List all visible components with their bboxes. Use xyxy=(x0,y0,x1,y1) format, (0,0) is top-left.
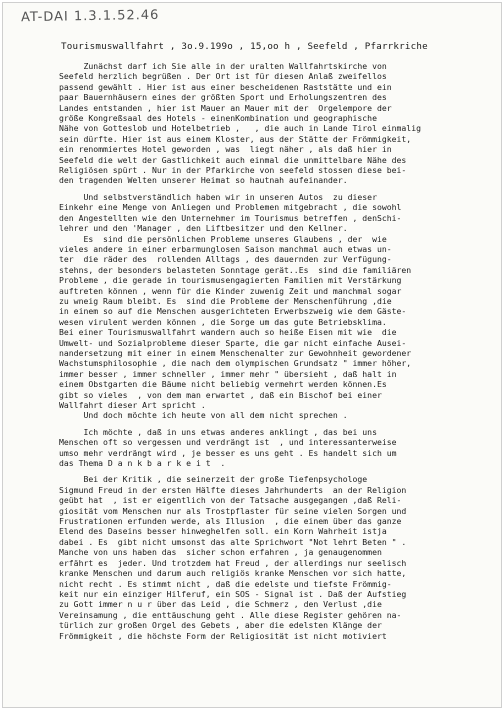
text-line: gibt so vieles , von dem man erwartet , daß ein Bischof bei einer xyxy=(59,389,382,400)
document-body xyxy=(59,61,491,647)
text-line: ein renommiertes Hotel geworden , was liegt näher , als daß hier in xyxy=(59,144,392,155)
text-line: ter die räder des rollenden Alltags , des dauernden zur Verfügung- xyxy=(59,254,392,265)
text-line: Und selbstverständlich haben wir in unseren Autos zu dieser xyxy=(59,191,377,202)
text-line: nandersetzung mit einer in einem Menschenalter zur Gewohnheit gewordener xyxy=(59,347,412,358)
text-line: stehns, der besonders belasteten Sonntage gerät..Es sind die familiären xyxy=(59,264,412,275)
text-line: nicht recht . Es stimmt nicht , daß die edelste und tiefste Frömmig- xyxy=(59,578,392,589)
document-header: Tourismuswallfahrt , 3o.9.199o , 15,oo h , Seefeld , Pfarrkriche xyxy=(61,41,428,52)
text-line: dabei . Es gibt nicht umsonst das alte Sprichwort "Not lehrt Beten " . xyxy=(59,536,407,547)
text-line: den Angestellten wie den Unternehmer im Tourismus betreffen , denSchi- xyxy=(59,212,402,223)
text-line: Es sind die persönlichen Probleme unseres Glaubens , der wie xyxy=(59,233,387,244)
text-line: Landes entstanden , hier ist Mauer an Mauer mit der Orgelempore der xyxy=(59,102,392,113)
text-line: Ich möchte , daß in uns etwas anderes anklingt , das bei uns xyxy=(59,426,377,437)
text-line: auftreten können , wenn für die Kinder zuwenig Zeit und manchmal sogar xyxy=(59,285,402,296)
text-line: einem Obstgarten die Bäume nicht beliebig vermehrt werden können.Es xyxy=(59,379,387,390)
text-line: Bei der Kritik , die seinerzeit der große Tiefenpsychologe xyxy=(59,474,368,485)
text-line: zu wneig Raum bleibt. Es sind die Probleme der Menschenführung ,die xyxy=(59,295,392,306)
text-line: Wallfahrt dieser Art spricht . xyxy=(59,400,206,410)
text-line: vieles andere in einer erbarmunglosen Saison manchmal auch etwas un- xyxy=(59,243,392,254)
text-line: Vereinsamung , die enttäuschung geht . Alle diese Register gehören na- xyxy=(59,609,402,620)
text-line: Einkehr eine Menge von Anliegen und Problemen mitgebracht , die sowohl xyxy=(59,202,402,213)
text-line: keit nur ein einziger Hilferuf, ein SOS - Signal ist . Daß der Aufstieg xyxy=(59,588,407,599)
text-line: Probleme , die gerade in tourismusengagierten Familien mit Verstärkung xyxy=(59,275,402,286)
text-line: Zunächst darf ich Sie alle in der uralten Wallfahrtskirche von xyxy=(59,61,387,71)
text-line: paar Bauernhäusern eines der größten Sport und Erholungszentren des xyxy=(59,92,387,103)
text-line: in einem so auf die Menschen ausgerichteten Erwerbszweig wie dem Gäste- xyxy=(59,306,407,317)
paragraph-freud xyxy=(59,474,491,641)
text-line: Seefeld herzlich begrüßen . Der Ort ist für diesen Anlaß zweifellos xyxy=(59,71,387,82)
text-line: zu Gott immer n u r über das Leid , die Schmerz , den Verlust ,die xyxy=(59,599,382,610)
text-line: Elend des Daseins besser hinweghelfen soll. ein Korn Wahrheit istja xyxy=(59,526,387,537)
text-line: erfährt es jeder. Und trotzdem hat Freud , der allerdings nur seelisch xyxy=(59,557,407,568)
text-line: Manche von uns haben das sicher schon erfahren , ja genaugenommen xyxy=(59,547,382,558)
paragraph-gratitude xyxy=(59,427,491,469)
text-line: Bei einer Tourismuswallfahrt wandern auch so heiße Eisen mit wie die xyxy=(59,327,397,338)
paragraph-concerns xyxy=(59,192,491,421)
text-line: geübt hat , ist er eigentlich von der Tatsache ausgegangen ,daß Reli- xyxy=(59,495,402,506)
text-line: Umwelt- und Sozialprobleme dieser Sparte, die gar nicht einfache Ausei- xyxy=(59,337,407,348)
text-line: größe Kongreßsaal des Hotels - einenKombination und geographische xyxy=(59,113,377,124)
text-line: sein dürfte. Hier ist aus einem Kloster, aus der Stätte der Frömmigkeit, xyxy=(59,133,412,144)
document-page xyxy=(2,2,502,708)
text-line: wesen virulent werden können , die Sorge um das gute Betriebsklima. xyxy=(59,316,387,327)
text-line: kranke Menschen und darum auch religiös kranke Menschen vor sich hatte, xyxy=(59,568,407,579)
text-line: giosität vom Menschen nur als Trostpflaster für seine vielen Sorgen und xyxy=(59,505,407,516)
text-line: Wachstumsphilosophie , die nach dem olympischen Grundsatz " immer höher, xyxy=(59,358,412,369)
text-line: türlich zur großen Orgel des Gebets , aber die edelsten Klänge der xyxy=(59,620,382,631)
text-line: Sigmund Freud in der ersten Hälfte dieses Jahrhunderts an der Religion xyxy=(59,484,407,495)
text-line: Nähe von Gotteslob und Hotelbetrieb , , die auch in Lande Tirol einmalig xyxy=(59,123,421,134)
text-line: umso mehr verdrängt wird , je besser es uns geht . Es handelt sich um xyxy=(59,447,397,458)
text-line: lehrer und den 'Manager , den Liftbesitzer und den Kellner. xyxy=(59,223,348,234)
paragraph-intro xyxy=(59,61,491,186)
archive-stamp: AT-DAI 1.3.1.52.46 xyxy=(20,7,160,26)
text-line: Und doch möchte ich heute von all dem nicht sprechen . xyxy=(59,410,348,421)
text-line: passend gewählt . Hier ist aus einer bescheidenen Raststätte und ein xyxy=(59,81,392,92)
text-line: Religiösen spürt . Nur in der Pfarkirche von seefeld stossen diese bei- xyxy=(59,165,407,176)
text-line: den tragenden Welten unserer Heimat so hautnah aufeinander. xyxy=(59,175,348,186)
text-line: immer besser , immer schneller , immer mehr " übersieht , daß halt in xyxy=(59,368,397,379)
text-line: das Thema D a n k b a r k e i t . xyxy=(59,458,226,469)
text-line: Seefeld die welt der Gastlichkeit auch einmal die unmittelbare Nähe des xyxy=(59,154,407,165)
text-line: Frustrationen erfunden werde, als Illusion , die einem über das ganze xyxy=(59,516,402,527)
text-line: Frömmigkeit , die höchste Form der Religiosität ist nicht motiviert xyxy=(59,630,387,641)
text-line: Menschen oft so vergessen und verdrängt ist , und interessanterweise xyxy=(59,437,397,448)
